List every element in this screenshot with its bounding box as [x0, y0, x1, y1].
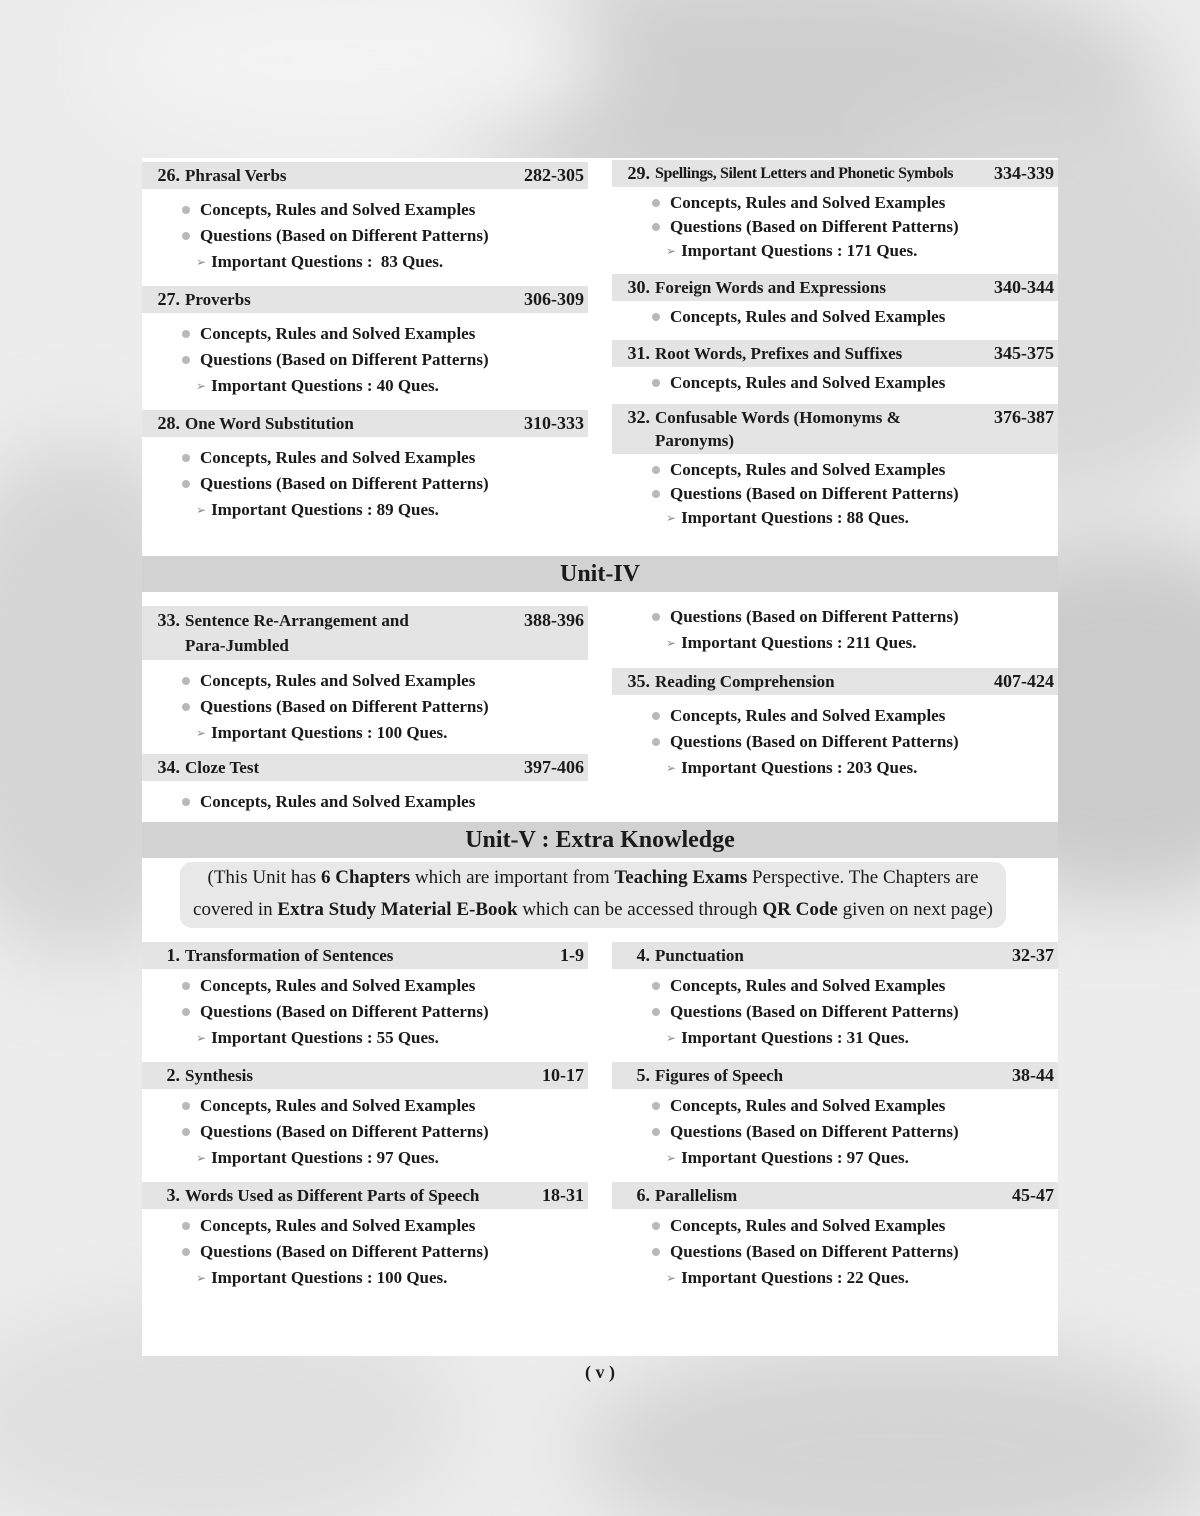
bullet-icon — [652, 982, 660, 990]
arrow-icon: ➢ — [196, 1151, 207, 1165]
bullet-icon — [652, 466, 660, 474]
arrow-icon: ➢ — [196, 379, 207, 393]
bullet-icon — [652, 1008, 660, 1016]
list-item: Questions (Based on Different Patterns) — [176, 694, 588, 720]
unit-5-note: (This Unit has 6 Chapters which are important from Teaching Exams Perspective. The Chapters are covered in Extra Study Material E-Book which can be accessed through QR Code given on next page) — [180, 862, 1006, 928]
chapter-header — [612, 274, 1058, 301]
bullet-icon — [182, 206, 190, 214]
chapter-4 — [612, 942, 1058, 1062]
chapter-pages: 388-396 — [524, 610, 584, 630]
arrow-icon: ➢ — [666, 511, 677, 525]
chapter-number: 35. — [627, 671, 650, 691]
list-item: Questions (Based on Different Patterns) — [176, 223, 588, 249]
chapter-number: 28. — [157, 413, 180, 433]
bullet-icon — [652, 1222, 660, 1230]
chapter-6 — [612, 1182, 1058, 1302]
chapter-number: 4. — [636, 945, 650, 965]
chapter-34-continued — [612, 604, 1058, 668]
bullet-icon — [182, 1008, 190, 1016]
arrow-icon: ➢ — [666, 636, 677, 650]
list-item: Concepts, Rules and Solved Examples — [176, 197, 588, 223]
bullet-icon — [182, 1248, 190, 1256]
arrow-icon: ➢ — [196, 503, 207, 517]
chapter-pages: 340-344 — [994, 277, 1054, 297]
list-item: Questions (Based on Different Patterns) — [646, 482, 1058, 506]
list-item: Questions (Based on Different Patterns) — [176, 1119, 588, 1145]
important-questions: ➢ Important Questions : 40 Ques. — [176, 373, 588, 399]
chapter-number: 33. — [157, 610, 180, 630]
important-questions: ➢ Important Questions : 89 Ques. — [176, 497, 588, 523]
important-questions: ➢ Important Questions : 83 Ques. — [176, 249, 588, 275]
chapter-header — [612, 1182, 1058, 1209]
chapter-number: 1. — [166, 945, 180, 965]
arrow-icon: ➢ — [196, 255, 207, 269]
chapter-29 — [612, 160, 1058, 274]
list-item: Concepts, Rules and Solved Examples — [646, 305, 1058, 329]
chapter-pages: 1-9 — [560, 945, 584, 965]
chapter-header — [142, 942, 588, 969]
unit4-right-column — [612, 604, 1058, 789]
chapter-number: 34. — [157, 757, 180, 777]
bullet-icon — [652, 1102, 660, 1110]
chapter-header — [142, 606, 588, 660]
chapter-26 — [142, 162, 588, 286]
arrow-icon: ➢ — [196, 1271, 207, 1285]
arrow-icon: ➢ — [666, 761, 677, 775]
chapter-header — [142, 286, 588, 313]
chapter-title: Reading Comprehension — [655, 672, 835, 691]
chapter-title: Synthesis — [185, 1066, 254, 1085]
important-questions: ➢ Important Questions : 171 Ques. — [646, 239, 1058, 263]
chapter-header — [142, 162, 588, 189]
chapter-number: 3. — [166, 1185, 180, 1205]
chapter-title: Sentence Re-Arrangement and Para-Jumbled — [185, 611, 409, 655]
chapter-number: 6. — [636, 1185, 650, 1205]
bullet-icon — [182, 330, 190, 338]
chapter-header — [142, 1182, 588, 1209]
chapter-title: Figures of Speech — [655, 1066, 784, 1085]
list-item: Questions (Based on Different Patterns) — [176, 347, 588, 373]
chapter-items — [612, 187, 1058, 271]
chapter-header — [612, 942, 1058, 969]
bullet-icon — [652, 313, 660, 321]
chapter-5 — [612, 1062, 1058, 1182]
bullet-icon — [652, 379, 660, 387]
bullet-icon — [652, 613, 660, 621]
important-questions: ➢ Important Questions : 88 Ques. — [646, 506, 1058, 530]
important-questions: ➢ Important Questions : 31 Ques. — [646, 1025, 1058, 1051]
chapter-header — [142, 410, 588, 437]
list-item: Concepts, Rules and Solved Examples — [646, 371, 1058, 395]
chapter-items — [142, 313, 588, 407]
chapter-items — [612, 367, 1058, 403]
chapter-items — [612, 454, 1058, 538]
list-item: Questions (Based on Different Patterns) — [646, 1239, 1058, 1265]
chapter-title: Phrasal Verbs — [185, 166, 287, 185]
chapter-header — [612, 668, 1058, 695]
chapter-title: Transformation of Sentences — [185, 946, 394, 965]
chapter-3 — [142, 1182, 588, 1302]
unit-4-heading: Unit-IV — [142, 556, 1058, 592]
chapter-items — [612, 301, 1058, 337]
chapter-items — [612, 695, 1058, 789]
chapter-title: Root Words, Prefixes and Suffixes — [655, 344, 903, 363]
chapter-title: Parallelism — [655, 1186, 738, 1205]
chapter-items — [142, 189, 588, 283]
chapter-number: 32. — [627, 407, 650, 427]
chapter-title: Foreign Words and Expressions — [655, 278, 886, 297]
chapter-title: Confusable Words (Homonyms & Paronyms) — [655, 408, 901, 450]
arrow-icon: ➢ — [196, 1031, 207, 1045]
chapter-header — [612, 340, 1058, 367]
chapter-items — [142, 437, 588, 531]
list-item: Concepts, Rules and Solved Examples — [176, 668, 588, 694]
list-item: Concepts, Rules and Solved Examples — [646, 1093, 1058, 1119]
bullet-icon — [182, 703, 190, 711]
chapter-pages: 10-17 — [542, 1065, 584, 1085]
chapter-27 — [142, 286, 588, 410]
chapter-items — [612, 1089, 1058, 1179]
chapter-pages: 310-333 — [524, 413, 584, 433]
important-questions: ➢ Important Questions : 22 Ques. — [646, 1265, 1058, 1291]
chapter-33 — [142, 606, 588, 754]
important-questions: ➢ Important Questions : 55 Ques. — [176, 1025, 588, 1051]
chapter-number: 29. — [627, 163, 650, 183]
bullet-icon — [652, 199, 660, 207]
list-item: Questions (Based on Different Patterns) — [646, 1119, 1058, 1145]
bullet-icon — [652, 1128, 660, 1136]
chapter-2 — [142, 1062, 588, 1182]
page-number: ( v ) — [585, 1362, 615, 1382]
chapter-title: Spellings, Silent Letters and Phonetic Symbols — [655, 165, 954, 182]
list-item: Concepts, Rules and Solved Examples — [176, 973, 588, 999]
bullet-icon — [182, 1102, 190, 1110]
bullet-icon — [182, 480, 190, 488]
bullet-icon — [182, 232, 190, 240]
chapter-items — [142, 1089, 588, 1179]
bullet-icon — [182, 454, 190, 462]
arrow-icon: ➢ — [666, 244, 677, 258]
top-right-column — [612, 160, 1058, 534]
list-item: Questions (Based on Different Patterns) — [176, 471, 588, 497]
important-questions: ➢ Important Questions : 100 Ques. — [176, 1265, 588, 1291]
chapter-pages: 32-37 — [1012, 945, 1054, 965]
unit4-left-column — [142, 606, 588, 818]
list-item: Concepts, Rules and Solved Examples — [646, 973, 1058, 999]
chapter-pages: 18-31 — [542, 1185, 584, 1205]
chapter-items — [142, 660, 588, 754]
arrow-icon: ➢ — [196, 726, 207, 740]
bullet-icon — [652, 712, 660, 720]
list-item: Concepts, Rules and Solved Examples — [646, 191, 1058, 215]
list-item: Concepts, Rules and Solved Examples — [176, 789, 588, 815]
important-questions: ➢ Important Questions : 203 Ques. — [646, 755, 1058, 781]
arrow-icon: ➢ — [666, 1031, 677, 1045]
bullet-icon — [182, 1222, 190, 1230]
list-item: Concepts, Rules and Solved Examples — [176, 1213, 588, 1239]
chapter-pages: 38-44 — [1012, 1065, 1054, 1085]
chapter-header — [612, 1062, 1058, 1089]
list-item: Concepts, Rules and Solved Examples — [646, 703, 1058, 729]
chapter-32 — [612, 404, 1058, 534]
arrow-icon: ➢ — [666, 1271, 677, 1285]
unit-5-heading: Unit-V : Extra Knowledge — [142, 822, 1058, 858]
list-item: Concepts, Rules and Solved Examples — [176, 1093, 588, 1119]
list-item: Questions (Based on Different Patterns) — [646, 604, 1058, 630]
chapter-number: 26. — [157, 165, 180, 185]
chapter-pages: 334-339 — [994, 163, 1054, 183]
chapter-number: 27. — [157, 289, 180, 309]
list-item: Concepts, Rules and Solved Examples — [646, 1213, 1058, 1239]
chapter-number: 30. — [627, 277, 650, 297]
chapter-31 — [612, 340, 1058, 404]
chapter-title: Words Used as Different Parts of Speech — [185, 1186, 480, 1205]
chapter-items — [612, 969, 1058, 1059]
important-questions: ➢ Important Questions : 97 Ques. — [176, 1145, 588, 1171]
bullet-icon — [182, 798, 190, 806]
list-item: Concepts, Rules and Solved Examples — [646, 458, 1058, 482]
chapter-header — [612, 160, 1058, 187]
unit5-right-column — [612, 942, 1058, 1302]
chapter-34 — [142, 754, 588, 818]
bullet-icon — [652, 490, 660, 498]
chapter-1 — [142, 942, 588, 1062]
chapter-items — [142, 1209, 588, 1299]
list-item: Questions (Based on Different Patterns) — [646, 729, 1058, 755]
list-item: Concepts, Rules and Solved Examples — [176, 321, 588, 347]
chapter-pages: 345-375 — [994, 343, 1054, 363]
chapter-pages: 376-387 — [994, 407, 1054, 427]
chapter-header — [612, 404, 1058, 454]
chapter-header — [142, 1062, 588, 1089]
chapter-number: 2. — [166, 1065, 180, 1085]
important-questions: ➢ Important Questions : 100 Ques. — [176, 720, 588, 746]
chapter-title: One Word Substitution — [185, 414, 354, 433]
chapter-items — [612, 1209, 1058, 1299]
chapter-header — [142, 754, 588, 781]
chapter-title: Proverbs — [185, 290, 251, 309]
chapter-items — [142, 969, 588, 1059]
list-item: Concepts, Rules and Solved Examples — [176, 445, 588, 471]
chapter-pages: 45-47 — [1012, 1185, 1054, 1205]
important-questions: ➢ Important Questions : 97 Ques. — [646, 1145, 1058, 1171]
important-questions: ➢ Important Questions : 211 Ques. — [646, 630, 1058, 656]
list-item: Questions (Based on Different Patterns) — [176, 1239, 588, 1265]
chapter-pages: 282-305 — [524, 165, 584, 185]
arrow-icon: ➢ — [666, 1151, 677, 1165]
chapter-28 — [142, 410, 588, 534]
chapter-title: Punctuation — [655, 946, 744, 965]
bullet-icon — [182, 982, 190, 990]
chapter-number: 31. — [627, 343, 650, 363]
bullet-icon — [182, 1128, 190, 1136]
chapter-number: 5. — [636, 1065, 650, 1085]
chapter-title: Cloze Test — [185, 758, 260, 777]
chapter-items — [142, 781, 588, 823]
list-item: Questions (Based on Different Patterns) — [646, 999, 1058, 1025]
chapter-pages: 306-309 — [524, 289, 584, 309]
chapter-35 — [612, 668, 1058, 789]
list-item: Questions (Based on Different Patterns) — [176, 999, 588, 1025]
chapter-pages: 407-424 — [994, 671, 1054, 691]
chapter-pages: 397-406 — [524, 757, 584, 777]
bullet-icon — [182, 677, 190, 685]
bullet-icon — [182, 356, 190, 364]
bullet-icon — [652, 223, 660, 231]
bullet-icon — [652, 1248, 660, 1256]
chapter-30 — [612, 274, 1058, 340]
list-item: Questions (Based on Different Patterns) — [646, 215, 1058, 239]
unit5-left-column — [142, 942, 588, 1302]
top-left-column — [142, 162, 588, 534]
bullet-icon — [652, 738, 660, 746]
